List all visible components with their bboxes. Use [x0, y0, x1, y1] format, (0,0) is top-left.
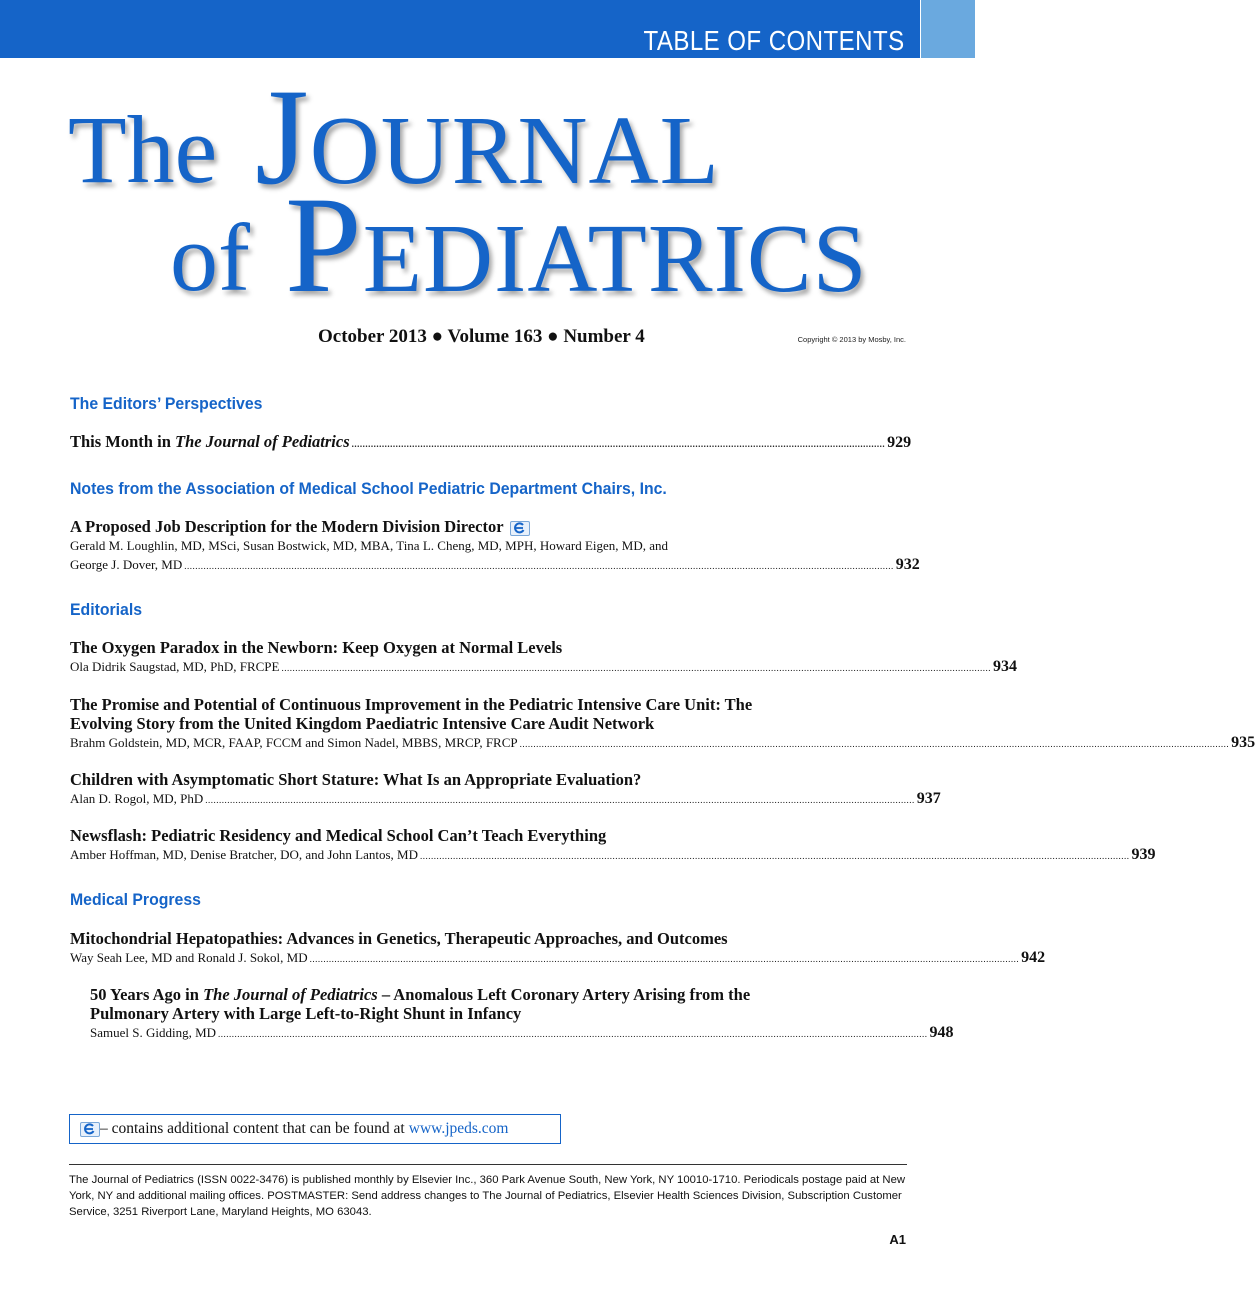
- entry-title: A Proposed Job Description for the Modern Division Director: [70, 517, 504, 536]
- dot-leader: ..................................................................................................................................................................................................................................................................: [281, 663, 991, 673]
- masthead-of: of: [170, 204, 250, 311]
- toc-entry-oxygen[interactable]: [70, 638, 1017, 678]
- entry-title: The Oxygen Paradox in the Newborn: Keep Oxygen at Normal Levels: [70, 638, 563, 657]
- entry-title-prefix: This Month in: [70, 432, 175, 451]
- page-number: 942: [1021, 949, 1046, 966]
- dot-leader: ..................................................................................................................................................................................................: [351, 439, 886, 449]
- entry-authors: George J. Dover, MD: [70, 557, 183, 572]
- online-content-legend: [69, 1114, 561, 1144]
- page-number: 937: [916, 790, 941, 807]
- masthead-journal: Journal: [255, 60, 720, 213]
- entry-authors: Gerald M. Loughlin, MD, MSci, Susan Bostwick, MD, MBA, Tina L. Cheng, MD, MPH, Howard Eigen, MD, and: [70, 538, 668, 553]
- entry-authors: Alan D. Rogol, MD, PhD: [70, 791, 204, 806]
- entry-authors: Amber Hoffman, MD, Denise Bratcher, DO, and John Lantos, MD: [70, 847, 419, 862]
- dot-leader: ..................................................................................................................................................................................................................................................................: [309, 954, 1020, 964]
- legend-text: – contains additional content that can be found at: [100, 1120, 405, 1137]
- masthead-the: The: [68, 96, 218, 203]
- page-number: 929: [887, 434, 912, 451]
- entry-authors: Samuel S. Gidding, MD: [90, 1025, 217, 1040]
- copyright: Copyright © 2013 by Mosby, Inc.: [797, 335, 906, 344]
- entry-title: Newsflash: Pediatric Residency and Medical School Can’t Teach Everything: [70, 826, 607, 845]
- dot-leader: ..................................................................................................................................................................................................................................................................: [184, 561, 894, 571]
- toc-entry-this-month[interactable]: [70, 432, 912, 454]
- entry-title-italic: The Journal of Pediatrics: [203, 985, 378, 1004]
- dot-leader: ..................................................................................................................................................................................................................................................................: [205, 795, 915, 805]
- toc-entry-fifty-years[interactable]: [90, 985, 954, 1044]
- toc-entry-picu[interactable]: [70, 695, 1255, 754]
- entry-title: The Promise and Potential of Continuous Improvement in the Pediatric Intensive Care Unit: The: [70, 695, 753, 714]
- entry-title-italic: The Journal of Pediatrics: [175, 432, 350, 451]
- toc-entry-newsflash[interactable]: [70, 826, 1156, 866]
- section-editors-perspectives: The Editors’ Perspectives: [70, 394, 263, 413]
- jpeds-link[interactable]: www.jpeds.com: [408, 1120, 509, 1137]
- toc-entry-mito[interactable]: [70, 929, 1046, 969]
- footer-divider: [69, 1164, 907, 1165]
- publication-notice: The Journal of Pediatrics (ISSN 0022-3476) is published monthly by Elsevier Inc., 360 Park Avenue South, New York, NY 10010-1710. Periodicals postage paid at New York, NY and additional mailing offices. POSTMASTER: Send address changes to The Journal of Pediatrics, Elsevier Health Sciences Division, Subscription Customer Service, 3251 Riverport Lane, Maryland Heights, MO 63043.: [69, 1174, 906, 1218]
- masthead-pediatrics: Pediatrics: [285, 168, 868, 321]
- section-notes: Notes from the Association of Medical School Pediatric Department Chairs, Inc.: [70, 479, 667, 498]
- entry-title: Children with Asymptomatic Short Stature: What Is an Appropriate Evaluation?: [70, 770, 642, 789]
- toc-entry-short-stature[interactable]: [70, 770, 941, 810]
- page-number: 948: [929, 1024, 954, 1041]
- entry-authors: Way Seah Lee, MD and Ronald J. Sokol, MD: [70, 950, 308, 965]
- toc-entry-job-description[interactable]: [70, 517, 920, 576]
- page-number: 935: [1231, 734, 1255, 751]
- e-content-icon: [80, 1122, 100, 1137]
- entry-authors: Brahm Goldstein, MD, MCR, FAAP, FCCM and Simon Nadel, MBBS, MRCP, FRCP: [70, 735, 518, 750]
- section-medical-progress: Medical Progress: [70, 890, 201, 909]
- entry-authors: Ola Didrik Saugstad, MD, PhD, FRCPE: [70, 659, 280, 674]
- dot-leader: ..................................................................................................................................................................................................................................................................: [218, 1029, 928, 1039]
- page-number: 934: [992, 658, 1017, 675]
- dot-leader: ..................................................................................................................................................................................................................................................................: [420, 851, 1130, 861]
- dot-leader: ..................................................................................................................................................................................................................................................................: [519, 739, 1230, 749]
- entry-title: Evolving Story from the United Kingdom Paediatric Intensive Care Audit Network: [70, 714, 655, 733]
- section-editorials: Editorials: [70, 600, 143, 619]
- issue-line: October 2013 ● Volume 163 ● Number 4: [318, 326, 645, 347]
- page-number-footer: A1: [889, 1232, 906, 1247]
- e-content-icon: [510, 521, 530, 536]
- entry-title-suffix: – Anomalous Left Coronary Artery Arising from the: [377, 985, 751, 1004]
- entry-title-prefix: 50 Years Ago in: [90, 985, 204, 1004]
- page-number: 932: [895, 556, 920, 573]
- toc-label: TABLE OF CONTENTS: [643, 25, 905, 56]
- page-number: 939: [1131, 846, 1156, 863]
- entry-title: Mitochondrial Hepatopathies: Advances in Genetics, Therapeutic Approaches, and Outcomes: [70, 929, 728, 948]
- entry-title: Pulmonary Artery with Large Left-to-Right Shunt in Infancy: [90, 1004, 522, 1023]
- header-tab: [921, 0, 975, 58]
